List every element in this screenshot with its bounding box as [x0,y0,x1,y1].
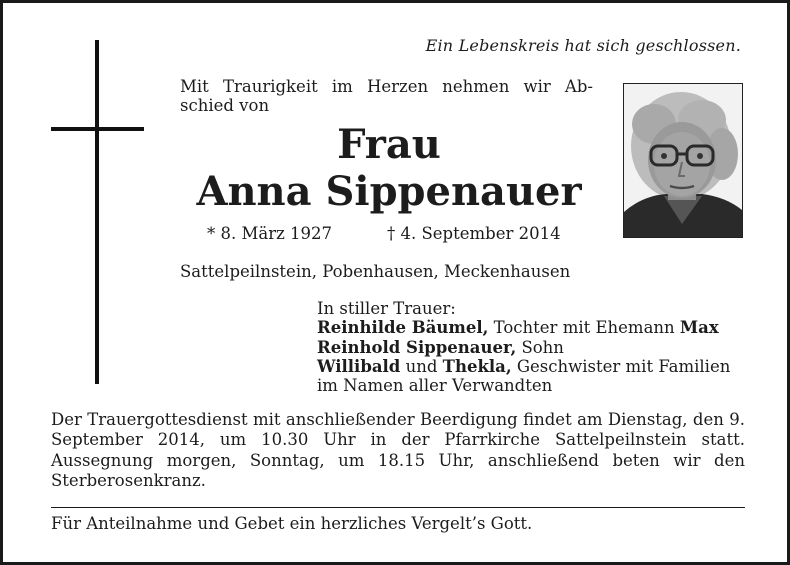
mourner-name: Willibald [317,356,401,376]
mourner-relation: Tochter mit Ehemann [488,318,680,338]
mourner-name: Reinhilde Bäumel, [317,318,489,338]
mourner-relation: Sohn [516,337,564,357]
mourner-relation: Geschwister mit Familien [511,356,731,376]
motto-text: Ein Lebenskreis hat sich geschlossen. [425,36,741,55]
intro-line-2: schied von [180,96,270,115]
mourner-line [317,357,747,376]
birth-date: * 8. März 1927 [207,224,333,243]
mourner-conjunction: und [400,356,443,376]
cross-vertical-bar [95,40,99,384]
mourners-block [317,299,747,395]
intro-text [180,77,593,115]
deceased-name: Anna Sippenauer [196,168,582,215]
places-list: Sattelpeilnstein, Pobenhausen, Meckenhausen [180,262,571,281]
service-info: Der Trauergottesdienst mit anschließender Beerdigung findet am Dienstag, den 9. September 2014, um 10.30 Uhr in der Pfarrkirche Sattelpeilnstein statt. Aussegnung morgen, Sonntag, um 18.15 Uhr, anschließend beten wir den Sterberosenkranz. [51,410,745,490]
divider-line [51,507,745,508]
portrait-image [624,84,742,237]
mourner-name: Reinhold Sippenauer, [317,337,517,357]
relatives-line: im Namen aller Verwandten [317,376,553,396]
intro-line-1: Mit Traurigkeit im Herzen nehmen wir Ab- [180,77,593,96]
deceased-honorific: Frau [337,121,441,168]
mourning-heading: In stiller Trauer: [317,299,456,318]
thanks-text: Für Anteilnahme und Gebet ein herzliches Vergelt’s Gott. [51,514,533,533]
portrait-photo [623,83,743,238]
mourner-name: Thekla, [442,356,512,376]
mourner-line [317,318,747,337]
death-date: † 4. September 2014 [387,224,561,243]
cross-horizontal-bar [51,127,144,131]
mourner-spouse: Max [679,318,719,338]
mourner-line [317,338,747,357]
